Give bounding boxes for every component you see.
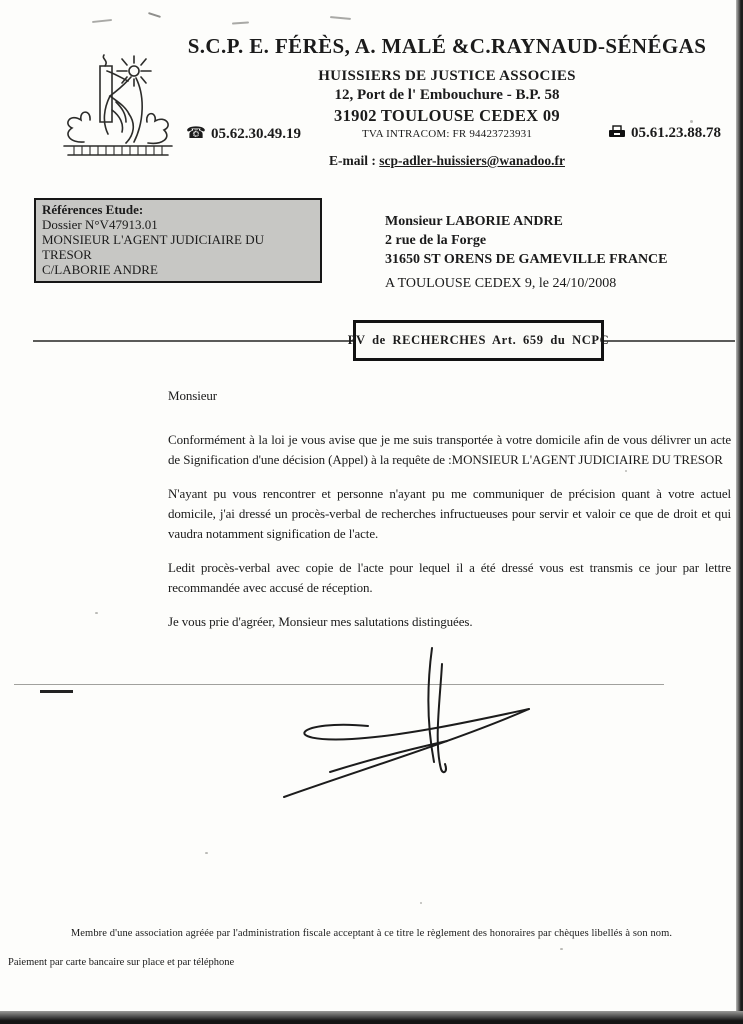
handwritten-signature — [260, 638, 560, 803]
recipient-address — [385, 212, 668, 269]
phone-number: 05.62.30.49.19 — [210, 126, 301, 142]
firm-city-line: 31902 TOULOUSE CEDEX 09 — [334, 106, 560, 125]
telephone-icon: ☎ — [186, 123, 206, 142]
letter-body — [168, 386, 731, 632]
reference-dossier: Dossier N°V47913.01 — [42, 217, 158, 232]
email-label: E-mail : — [329, 153, 380, 168]
body-paragraph: N'ayant pu vous rencontrer et personne n'ayant pu me communiquer de précision quant à votre actuel domicile, j'ai dressé un procès-verbal de recherches infructueuses pour servir et valoir ce que de droit et qui vaudra notamment signification de l'acte. — [168, 486, 731, 541]
references-box — [34, 198, 322, 283]
firm-profession: HUISSIERS DE JUSTICE ASSOCIES — [318, 68, 576, 84]
reference-defendant: C/LABORIE ANDRE — [42, 262, 158, 277]
scan-edge-bottom — [0, 1011, 743, 1024]
reference-claimant: MONSIEUR L'AGENT JUDICIAIRE DU TRESOR — [42, 232, 265, 262]
pv-recherches-stamp: PV de RECHERCHES Art. 659 du NCPC — [353, 320, 604, 361]
references-title: Références Etude: — [42, 202, 144, 217]
recipient-street: 2 rue de la Forge — [385, 233, 487, 248]
association-notice: Membre d'une association agréée par l'administration fiscale acceptant à ce titre le règlement des honoraires par chèques libellés à son nom. — [70, 928, 673, 939]
body-paragraph: Ledit procès-verbal avec copie de l'acte pour lequel il a été dressé vous est transmis ce jour par lettre recommandée avec accusé de réception. — [168, 560, 731, 595]
date-line: A TOULOUSE CEDEX 9, le 24/10/2008 — [385, 276, 617, 291]
salutation: Monsieur — [168, 388, 218, 403]
fax-number-block — [608, 125, 721, 142]
scan-speck — [420, 902, 422, 904]
body-paragraph: Conformément à la loi je vous avise que je me suis transportée à votre domicile afin de vous délivrer un acte de Signification d'une décision (Appel) à la requête de :MONSIEUR L'AGENT JUDICIAIRE DU TRESOR — [168, 432, 731, 467]
recipient-name: Monsieur LABORIE ANDRE — [385, 214, 563, 229]
phone-number-block — [186, 123, 301, 143]
short-pen-line — [40, 690, 73, 693]
scan-edge-right — [736, 0, 743, 1024]
recipient-city: 31650 ST ORENS DE GAMEVILLE FRANCE — [385, 252, 668, 267]
pen-scribble — [232, 21, 249, 24]
firm-name: S.C.P. E. FÉRÈS, A. MALÉ &C.RAYNAUD-SÉNÉGAS — [187, 34, 707, 58]
tva-intracom: TVA INTRACOM: FR 94423723931 — [361, 128, 533, 140]
email-address: scp-adler-huissiers@wanadoo.fr — [379, 153, 565, 168]
firm-street-address: 12, Port de l' Embouchure - B.P. 58 — [334, 87, 560, 103]
payment-notice: Paiement par carte bancaire sur place et par téléphone — [8, 957, 235, 968]
pen-scribble — [148, 12, 161, 18]
pen-scribble — [330, 16, 351, 20]
closing-formula: Je vous prie d'agréer, Monsieur mes salutations distinguées. — [168, 614, 473, 629]
email-line — [158, 153, 736, 169]
fax-number: 05.61.23.88.78 — [631, 125, 721, 141]
pen-scribble — [92, 19, 112, 23]
scan-speck — [205, 852, 208, 854]
fax-icon — [608, 125, 626, 138]
scan-speck — [95, 612, 98, 614]
scan-speck — [560, 948, 563, 950]
